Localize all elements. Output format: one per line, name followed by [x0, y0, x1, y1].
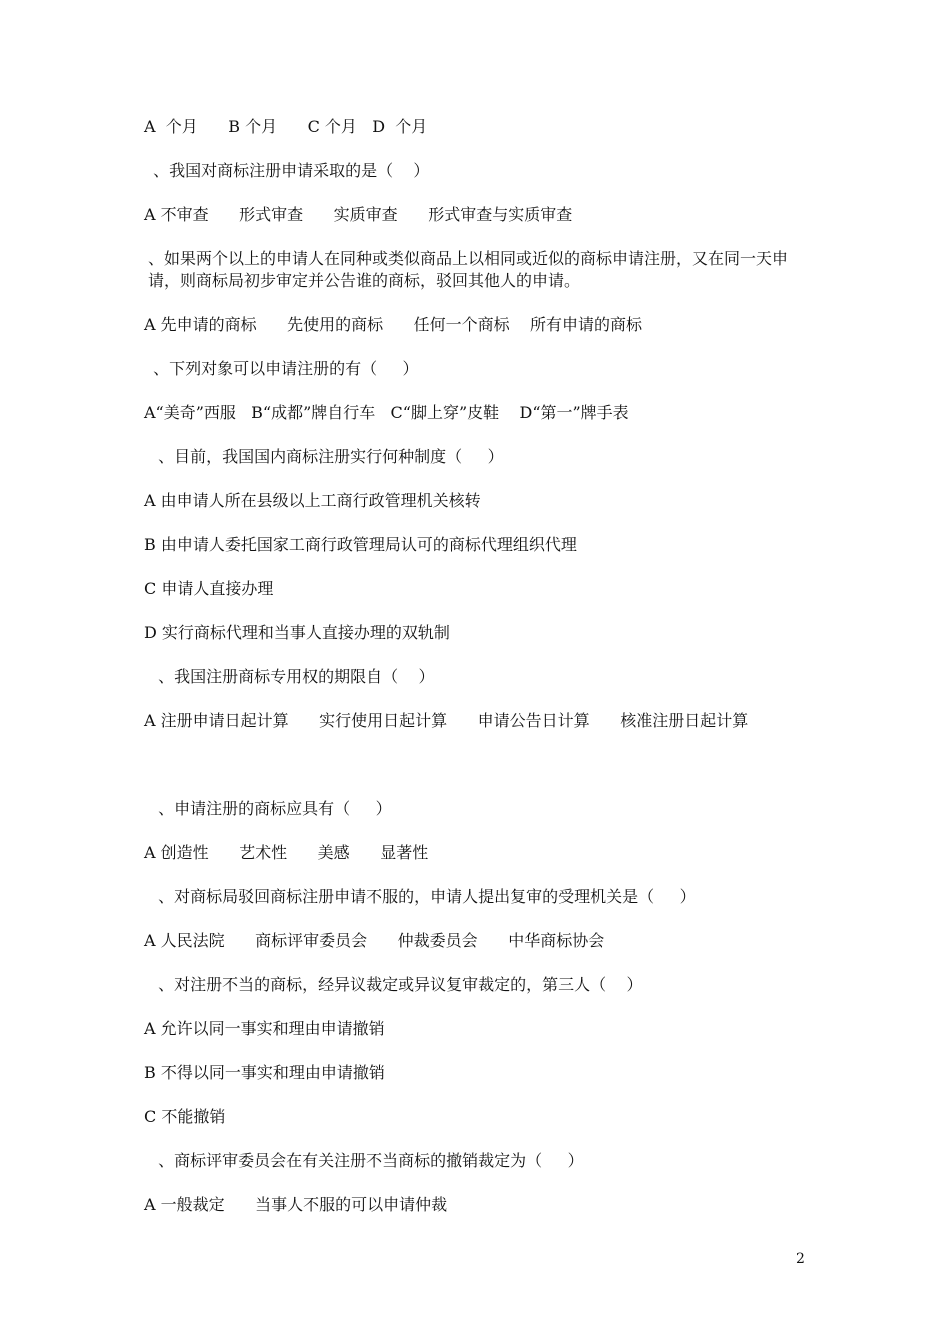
- question-trademark-features: 、申请注册的商标应具有（ ）: [148, 799, 392, 818]
- answer-option-a-system: A 由申请人所在县级以上工商行政管理机关核转: [144, 491, 481, 510]
- question-examination-type: 、我国对商标注册申请采取的是（ ）: [148, 161, 430, 180]
- question-same-day-application: 、如果两个以上的申请人在同种或类似商品上以相同或近似的商标申请注册，又在同一天申请，则商标局初步审定并公告谁的商标，驳回其他人的申请。: [148, 249, 789, 290]
- question-exclusive-right-term: 、我国注册商标专用权的期限自（ ）: [148, 667, 435, 686]
- answer-option-d-system: D 实行商标代理和当事人直接办理的双轨制: [144, 623, 450, 642]
- question-improper-registration: 、对注册不当的商标，经异议裁定或异议复审裁定的，第三人（ ）: [148, 975, 643, 994]
- page-number: 2: [796, 1251, 805, 1267]
- answer-options-months: A 个月 B 个月 C 个月 D 个月: [144, 117, 428, 136]
- question-revocation-ruling: 、商标评审委员会在有关注册不当商标的撤销裁定为（ ）: [148, 1151, 584, 1170]
- question-registrable-objects: 、下列对象可以申请注册的有（ ）: [148, 359, 419, 378]
- answer-option-a-improper: A 允许以同一事实和理由申请撤销: [144, 1019, 385, 1038]
- answer-options-term: A 注册申请日起计算 实行使用日起计算 申请公告日计算 核准注册日起计算: [144, 711, 749, 730]
- answer-options-ruling: A 一般裁定 当事人不服的可以申请仲裁: [144, 1195, 448, 1214]
- answer-options-registrable: A“美奇”西服 B“成都”牌自行车 C“脚上穿”皮鞋 D“第一”牌手表: [144, 403, 629, 422]
- answer-option-b-improper: B 不得以同一事实和理由申请撤销: [144, 1063, 385, 1082]
- answer-option-b-system: B 由申请人委托国家工商行政管理局认可的商标代理组织代理: [144, 535, 577, 554]
- answer-options-examination: A 不审查 形式审查 实质审查 形式审查与实质审查: [144, 205, 573, 224]
- answer-option-c-system: C 申请人直接办理: [144, 579, 274, 598]
- question-review-authority: 、对商标局驳回商标注册申请不服的，申请人提出复审的受理机关是（ ）: [148, 887, 696, 906]
- answer-options-features: A 创造性 艺术性 美感 显著性: [144, 843, 429, 862]
- question-registration-system: 、目前，我国国内商标注册实行何种制度（ ）: [148, 447, 504, 466]
- answer-option-c-improper: C 不能撤销: [144, 1107, 226, 1126]
- answer-options-authority: A 人民法院 商标评审委员会 仲裁委员会 中华商标协会: [144, 931, 605, 950]
- answer-options-same-day: A 先申请的商标 先使用的商标 任何一个商标 所有申请的商标: [144, 315, 643, 334]
